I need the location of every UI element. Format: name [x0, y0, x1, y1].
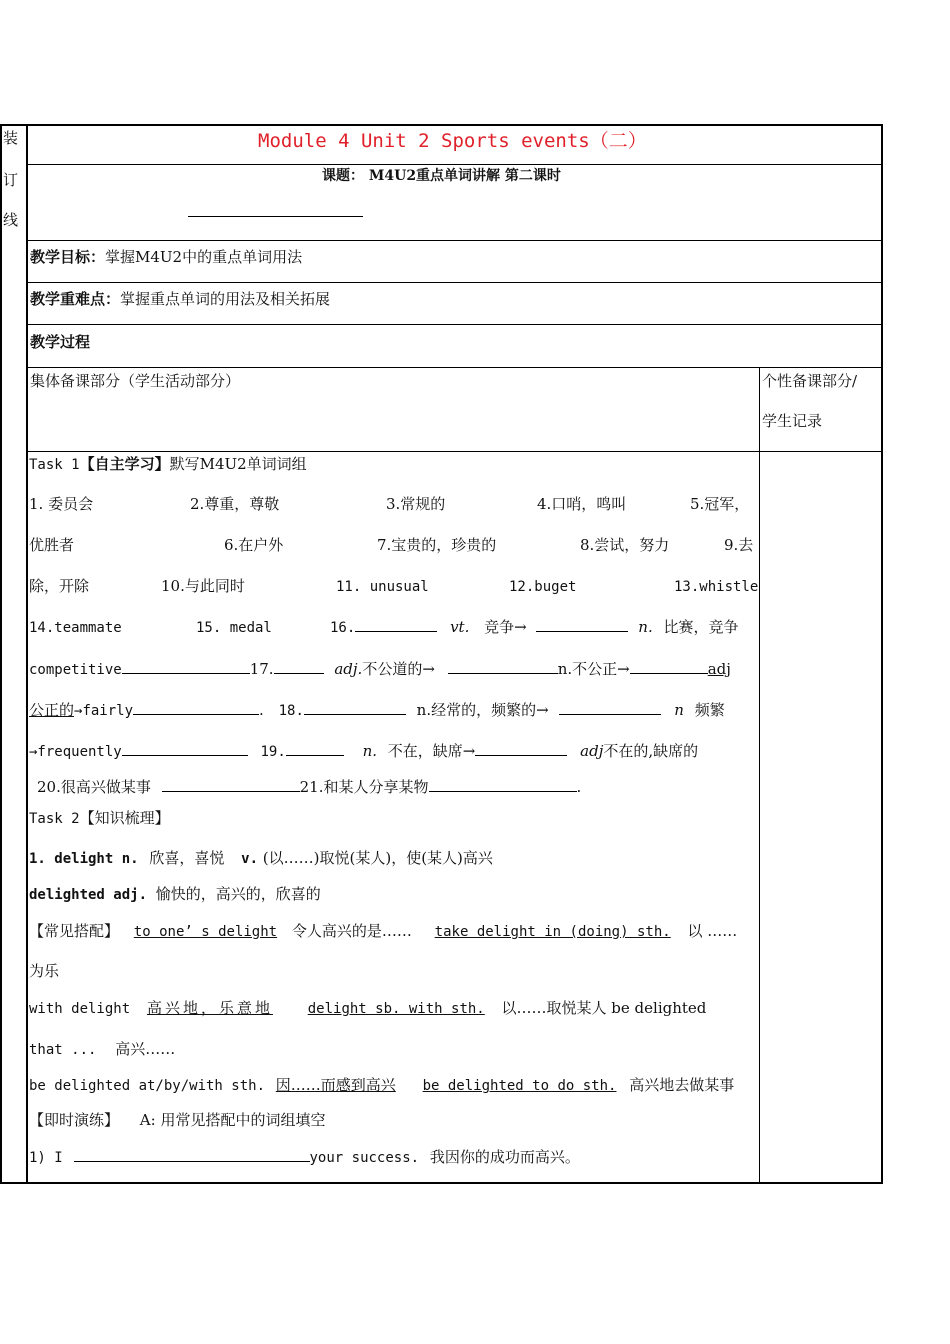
collocation: take delight in (doing) sth. — [434, 924, 671, 940]
pos-tag: n. — [638, 618, 653, 636]
binding-char: 装 — [3, 129, 19, 147]
answer-blank — [286, 741, 344, 756]
answer-blank — [429, 777, 577, 792]
task2-bracket: 【知识梳理】 — [79, 809, 170, 827]
answer-blank — [559, 700, 661, 715]
table-right-border — [881, 124, 883, 1184]
vocab-item: 11. unusual — [336, 579, 429, 595]
section-label: 【常见搭配】 — [29, 922, 120, 940]
delight-definition — [29, 848, 493, 869]
practice-heading — [29, 1110, 325, 1130]
objective-text: 掌握M4U2中的重点单词用法 — [105, 248, 303, 266]
meaning: 因……而感到高兴 — [275, 1076, 396, 1094]
pos-tag: adj — [580, 742, 604, 760]
vocab-item-18 — [29, 700, 725, 721]
vocab-text: 21.和某人分享某物 — [299, 778, 429, 796]
vocab-item: 13.whistle — [674, 579, 759, 595]
collocation: be delighted at/by/with sth. — [29, 1078, 266, 1094]
answer-blank — [133, 700, 259, 715]
objective-label: 教学目标： — [30, 248, 106, 266]
meaning: 欣喜，喜悦 — [149, 849, 225, 867]
answer-blank — [122, 659, 250, 674]
topic-underline — [188, 216, 363, 217]
difficulty-label: 教学重难点： — [30, 290, 121, 308]
punctuation: . — [576, 778, 582, 796]
vocab-text: 竞争→ — [484, 618, 527, 636]
item-number: 17. — [249, 660, 274, 678]
task2-label: Task 2 — [29, 811, 80, 827]
sentence-end: your success. — [309, 1150, 420, 1166]
task1-desc: 默写M4U2单词词组 — [169, 455, 307, 473]
vocab-item-20-21 — [37, 777, 581, 797]
answer-blank — [448, 659, 558, 674]
meaning: 高兴地去做某事 — [629, 1076, 735, 1094]
answer-blank — [162, 777, 300, 792]
meaning: 令人高兴的是…… — [291, 922, 412, 940]
item-number: 19. — [260, 744, 286, 760]
table-left-border — [0, 124, 2, 1184]
meaning: 以……取悦某人 be delighted — [501, 999, 707, 1017]
objective-row — [30, 247, 302, 267]
vocab-item: 2.尊重，尊敬 — [190, 495, 280, 513]
pos-tag: n — [674, 701, 684, 719]
pos-tag: n. — [362, 742, 378, 760]
delighted-definition — [29, 884, 321, 905]
meaning: 高兴…… — [115, 1040, 176, 1058]
answer-blank — [475, 741, 567, 756]
translation: 我因你的成功而高兴。 — [429, 1148, 580, 1166]
page-title: Module 4 Unit 2 Sports events（二） — [258, 130, 647, 152]
instruction: A: 用常见搭配中的词组填空 — [139, 1111, 326, 1129]
vocab-item: 除，开除 — [29, 577, 90, 595]
binding-char: 订 — [3, 171, 19, 189]
answer-blank — [355, 617, 437, 632]
process-label: 教学过程 — [30, 333, 91, 351]
item-number: 16. — [330, 620, 356, 636]
collocations-line — [29, 998, 706, 1019]
difficulty-row — [30, 289, 330, 309]
vocab-item: 14.teammate — [29, 620, 122, 636]
punctuation: . — [259, 701, 264, 719]
collocation-continuation: 为乐 — [29, 962, 60, 980]
section-label: 【即时演练】 — [29, 1111, 120, 1129]
vocab-text: 不在的,缺席的 — [603, 742, 699, 760]
practice-item — [29, 1147, 580, 1168]
headword: delighted adj. — [29, 887, 148, 903]
vocab-item: 1. 委员会 — [29, 495, 94, 513]
answer-blank — [536, 617, 628, 632]
collocation: be delighted to do sth. — [422, 1078, 617, 1094]
vocab-text: 比赛，竞争 — [663, 618, 739, 636]
vocab-text: 频繁 — [694, 701, 725, 719]
task1-heading — [29, 454, 307, 475]
pos-tag: vt. — [450, 618, 470, 636]
pos-tag: adj — [707, 660, 731, 678]
collocation: that ... — [29, 1042, 97, 1058]
row-divider — [27, 240, 882, 241]
vocab-item: 8.尝试，努力 — [580, 536, 670, 554]
vocab-item-16 — [330, 617, 739, 638]
vocab-item: 6.在户外 — [224, 536, 284, 554]
vocab-item: 9.去 — [724, 536, 754, 554]
answer-blank — [122, 741, 248, 756]
vocab-item: 7.宝贵的，珍贵的 — [377, 536, 497, 554]
collocation: with delight — [29, 1001, 131, 1017]
vocab-text: competitive — [29, 662, 122, 678]
pos-tag: v. — [241, 851, 259, 867]
meaning: 高兴地，乐意地 — [146, 999, 273, 1017]
right-column-header-line2: 学生记录 — [762, 412, 823, 430]
row-divider — [27, 367, 882, 368]
row-divider — [27, 324, 882, 325]
meaning: (以……)取悦(某人)，使(某人)高兴 — [262, 849, 493, 867]
difficulty-text: 掌握重点单词的用法及相关拓展 — [120, 290, 331, 308]
answer-blank — [74, 1147, 310, 1162]
vocab-text: 20.很高兴做某事 — [37, 778, 151, 796]
meaning: 愉快的，高兴的，欣喜的 — [155, 885, 321, 903]
table-top-border — [0, 124, 883, 126]
pos-tag: adj. — [334, 660, 363, 678]
collocations-line — [29, 921, 737, 942]
vocab-text: →fairly — [74, 703, 134, 719]
vocab-text: 公正的 — [29, 701, 75, 719]
task2-heading — [29, 808, 170, 829]
answer-blank — [304, 700, 406, 715]
task1-bracket: 【自主学习】 — [79, 455, 170, 473]
pos-tag: n. — [557, 660, 573, 678]
headword: 1. delight n. — [29, 851, 139, 867]
answer-blank — [630, 659, 708, 674]
vocab-text: →frequently — [29, 744, 122, 760]
vocab-text: 不公道的→ — [362, 660, 435, 678]
answer-blank — [274, 659, 324, 674]
row-divider — [27, 282, 882, 283]
vocab-item-19 — [29, 741, 698, 762]
vocab-item: 15. medal — [196, 620, 272, 636]
right-column-header-line1: 个性备课部分/ — [762, 372, 858, 390]
task1-label: Task 1 — [29, 457, 80, 473]
binding-char: 线 — [3, 211, 19, 229]
collocations-line — [29, 1075, 734, 1096]
collocation: to one’ s delight — [133, 924, 278, 940]
row-divider — [27, 164, 882, 165]
vocab-item: 4.口哨，鸣叫 — [537, 495, 627, 513]
left-column-header: 集体备课部分（学生活动部分） — [30, 372, 241, 390]
vocab-item: 3.常规的 — [386, 495, 446, 513]
row-divider — [27, 451, 882, 452]
item-number: 18. — [278, 703, 304, 719]
table-bottom-border — [0, 1182, 883, 1184]
vocab-item: 5.冠军， — [690, 495, 750, 513]
vocab-item: 10.与此同时 — [161, 577, 245, 595]
vocab-item: 优胜者 — [29, 536, 75, 554]
vocab-item: 12.buget — [509, 579, 577, 595]
lesson-topic: 课题： M4U2重点单词讲解 第二课时 — [322, 168, 561, 184]
sentence-start: 1) I — [29, 1150, 63, 1166]
vocab-text: 不公正→ — [572, 660, 630, 678]
collocations-line — [29, 1039, 175, 1060]
notes-column-divider — [759, 367, 760, 1183]
collocation: delight sb. with sth. — [307, 1001, 485, 1017]
meaning: 以 …… — [687, 922, 738, 940]
vocab-text: 不在，缺席→ — [387, 742, 476, 760]
vocab-item-17 — [29, 659, 731, 680]
vocab-text: n.经常的，频繁的→ — [416, 701, 549, 719]
binding-column-divider — [26, 124, 28, 1184]
